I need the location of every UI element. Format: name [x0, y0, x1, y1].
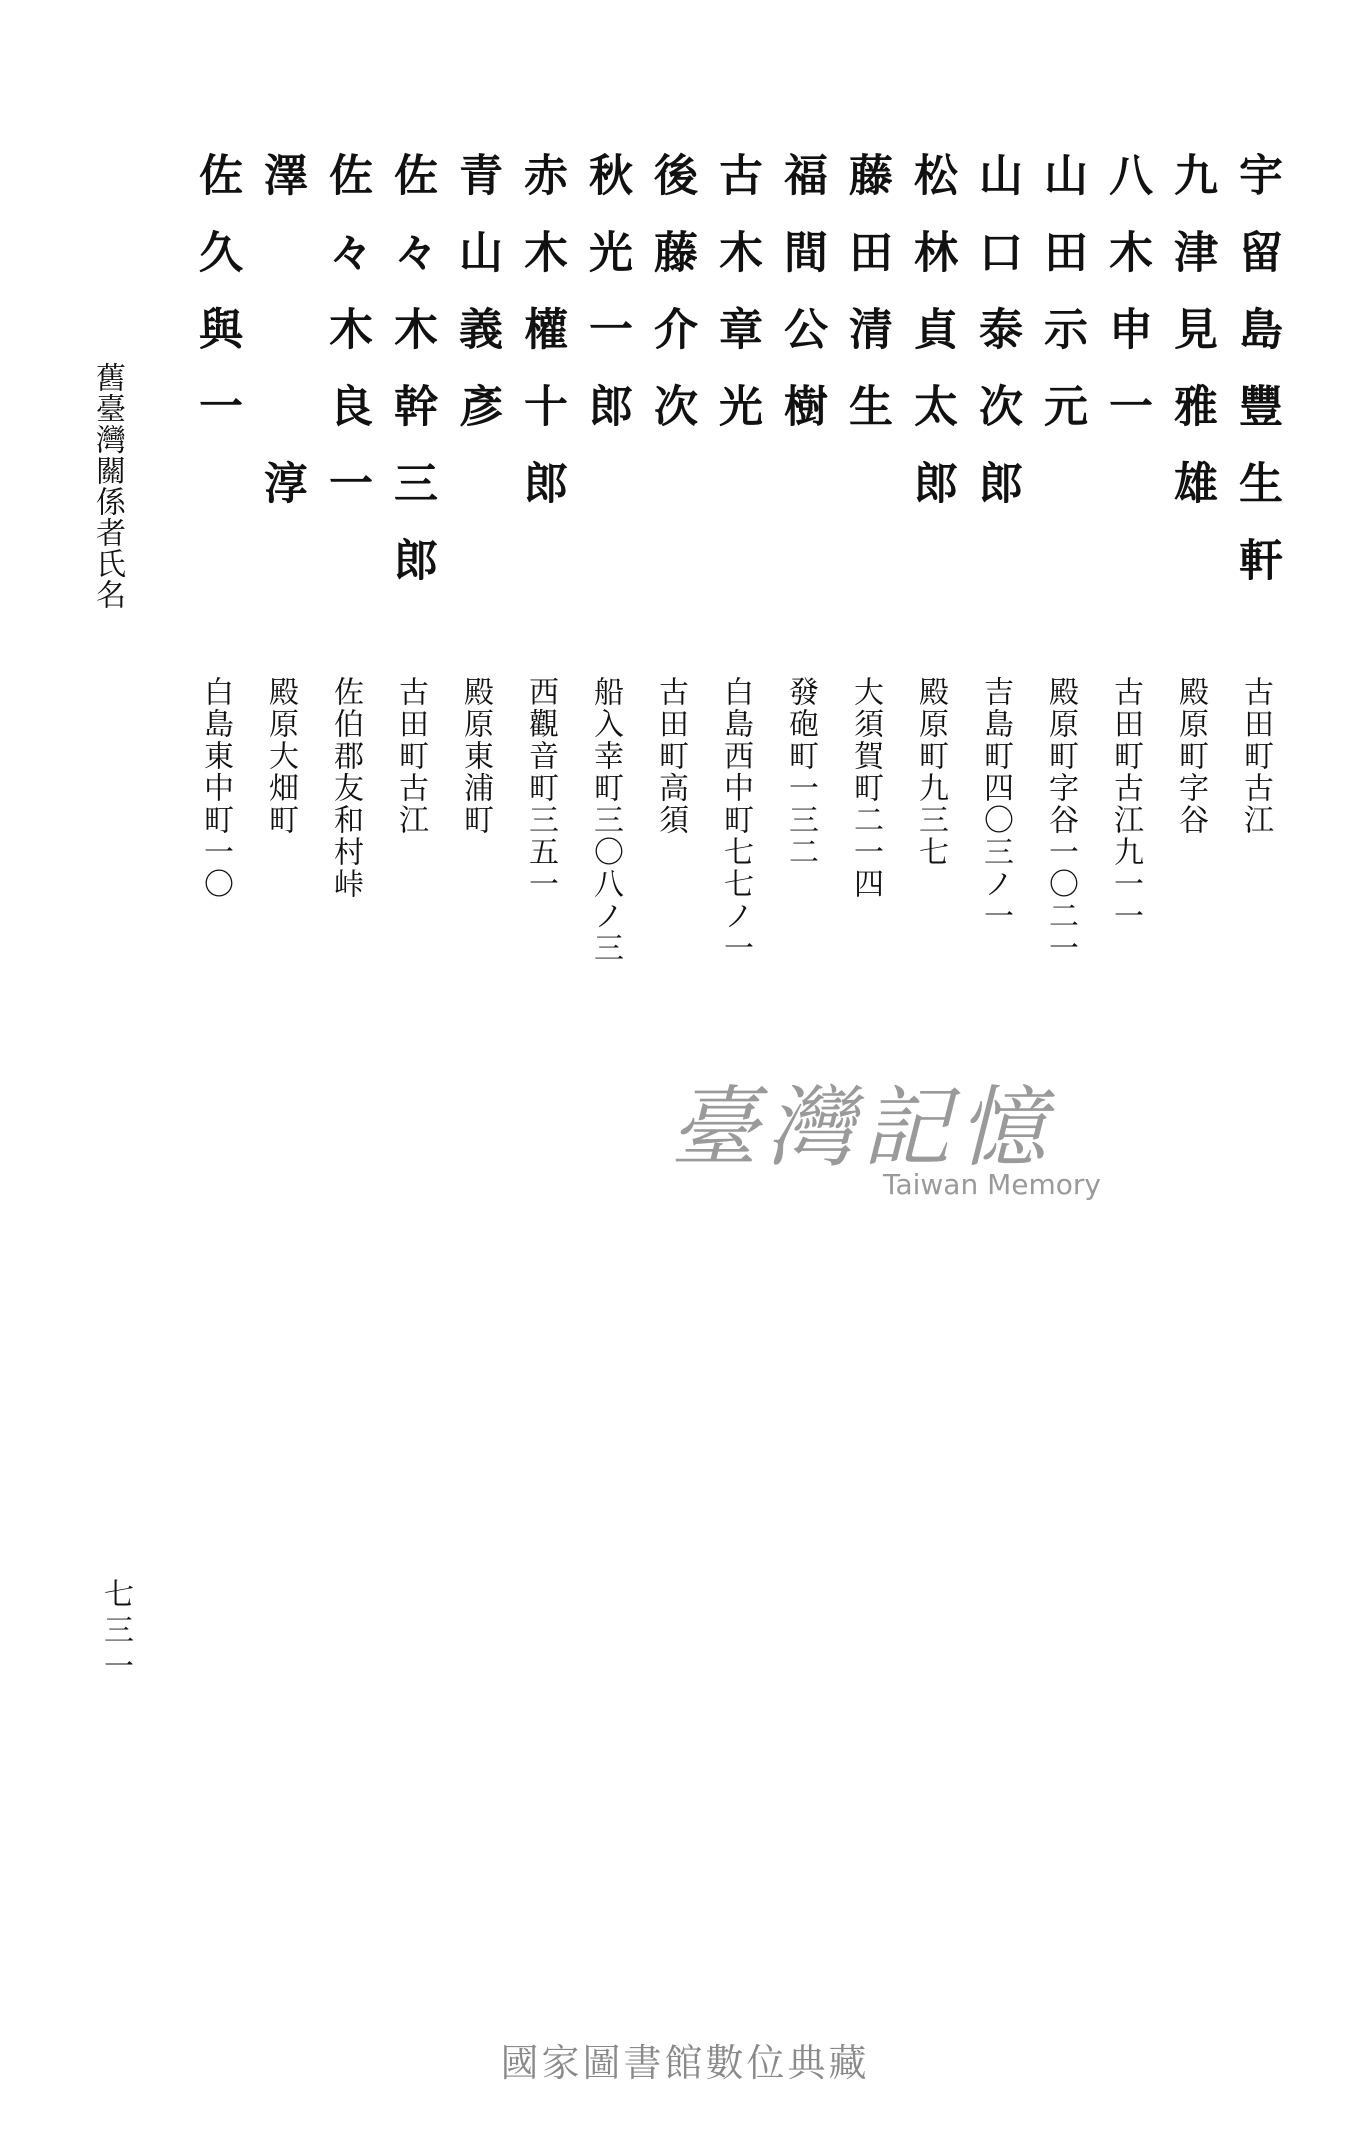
entry-name: 八木申一 — [1101, 152, 1152, 460]
entry-address: 船入幸町三〇八ノ三 — [588, 676, 623, 964]
entry-address: 古田町高須 — [653, 676, 688, 836]
entry-name: 青山義彥 — [451, 152, 502, 460]
entry-address: 殿原町字谷 — [1173, 676, 1208, 836]
watermark-chinese: 臺灣記憶 — [670, 1076, 1055, 1179]
entry-address: 白島西中町七七ノ一 — [718, 676, 753, 964]
entry-address: 殿原東浦町 — [458, 676, 493, 836]
section-title: 舊臺灣關係者氏名 — [90, 362, 125, 610]
entry-address: 吉島町四〇三ノ一 — [978, 676, 1013, 932]
entry-name: 古木章光 — [711, 152, 762, 460]
entry-address: 殿原大畑町 — [263, 676, 298, 836]
entry-address: 古田町古江 — [1238, 676, 1273, 836]
page-number: 七三一 — [98, 1578, 133, 1686]
entry-address: 古田町古江九一一 — [1108, 676, 1143, 932]
entry-address: 殿原町字谷一〇二一 — [1043, 676, 1078, 964]
entry-name: 福間公樹 — [776, 152, 827, 460]
watermark-english: Taiwan Memory — [883, 1168, 1101, 1201]
entry-name: 山口泰次郎 — [971, 152, 1022, 537]
entry-name: 宇留島豐生軒 — [1231, 152, 1282, 614]
entry-name: 佐久與一 — [191, 152, 242, 460]
entry-name: 藤田清生 — [841, 152, 892, 460]
entry-address: 發砲町一三二 — [783, 676, 818, 868]
watermark-logo — [670, 1058, 1130, 1203]
footer-source: 國家圖書館數位典藏 — [500, 2041, 870, 2085]
entry-name: 松林貞太郎 — [906, 152, 957, 537]
entry-name: 後藤介次 — [646, 152, 697, 460]
entry-name: 佐々木幹三郎 — [386, 152, 437, 614]
entry-address: 大須賀町二一四 — [848, 676, 883, 900]
entry-address: 白島東中町一〇 — [198, 676, 233, 900]
entry-name: 赤木權十郎 — [516, 152, 567, 537]
entry-address: 佐伯郡友和村峠 — [328, 676, 363, 900]
entry-address: 古田町古江 — [393, 676, 428, 836]
entry-name: 秋光一郎 — [581, 152, 632, 460]
entry-address: 殿原町九三七 — [913, 676, 948, 868]
entry-name: 山田示元 — [1036, 152, 1087, 460]
entry-address: 西觀音町三五一 — [523, 676, 558, 900]
entry-name: 澤 淳 — [256, 152, 307, 537]
entry-name: 九津見雅雄 — [1166, 152, 1217, 537]
entry-name: 佐々木良一 — [321, 152, 372, 537]
